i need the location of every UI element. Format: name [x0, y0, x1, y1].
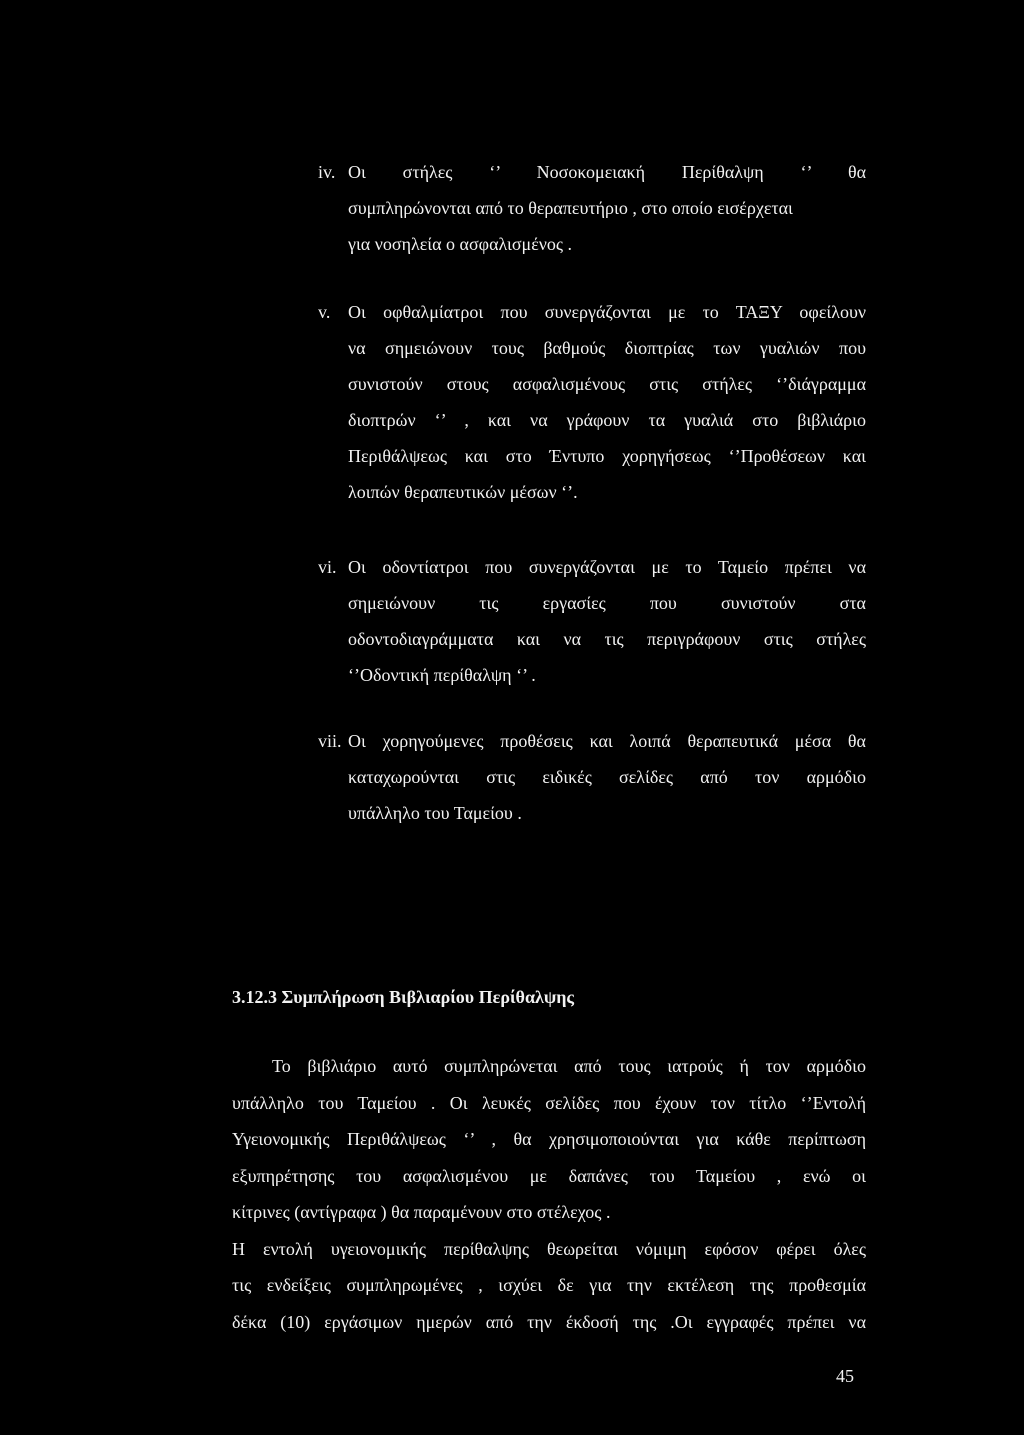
list-item-number: vii. [318, 731, 342, 751]
text-line: συμπληρώνονται από το θεραπευτήριο , στο οποίο εισέρχεται [348, 198, 793, 218]
section-heading: 3.12.3 Συμπλήρωση Βιβλιαρίου Περίθαλψης [232, 987, 575, 1007]
list-item-text [348, 723, 866, 831]
text-line: Περιθάλψεως και στο Έντυπο χορηγήσεως ‘’Προθέσεων και [348, 446, 866, 466]
text-line: να σημειώνουν τους βαθμούς διοπτρίας των γυαλιών που [348, 338, 866, 358]
text-line: ‘’Οδοντική περίθαλψη ‘’ . [348, 665, 536, 685]
list-item-text [348, 154, 866, 262]
text-line: υπάλληλο του Ταμείου . [348, 803, 522, 823]
text-line: συνιστούν στους ασφαλισμένους στις στήλες ‘’διάγραμμα [348, 374, 866, 394]
text-line: οδοντοδιαγράμματα και να τις περιγράφουν στις στήλες [348, 629, 866, 649]
paragraph-line: τις ενδείξεις συμπληρωμένες , ισχύει δε για την εκτέλεση της προθεσμία [232, 1275, 866, 1295]
list-item-text [348, 549, 866, 693]
text-line: σημειώνουν τις εργασίες που συνιστούν στα [348, 593, 866, 613]
text-line: διοπτρών ‘’ , και να γράφουν τα γυαλιά στο βιβλιάριο [348, 410, 866, 430]
paragraph-line: Υγειονομικής Περιθάλψεως ‘’ , θα χρησιμοποιούνται για κάθε περίπτωση [232, 1129, 866, 1149]
text-line: Οι οδοντίατροι που συνεργάζονται με το Ταμείο πρέπει να [348, 557, 866, 577]
list-item-number: vi. [318, 557, 337, 577]
paragraph-line: εξυπηρέτησης του ασφαλισμένου με δαπάνες του Ταμείου , ενώ οι [232, 1165, 866, 1186]
list-item-text [348, 294, 866, 510]
text-line: Οι στήλες ‘’ Νοσοκομειακή Περίθαλψη ‘’ θα [348, 162, 866, 182]
list-item-number: v. [318, 302, 331, 322]
text-line: Οι οφθαλμίατροι που συνεργάζονται με το ΤΑΞΥ οφείλουν [348, 302, 866, 322]
paragraph-line: Η εντολή υγειονομικής περίθαλψης θεωρείται νόμιμη εφόσον φέρει όλες [232, 1238, 866, 1259]
page-number: 45 [836, 1366, 854, 1386]
section-body [232, 1048, 866, 1340]
paragraph-line: δέκα (10) εργάσιμων ημερών από την έκδοσή της .Οι εγγραφές πρέπει να [232, 1311, 866, 1332]
list-item-number: iv. [318, 162, 336, 182]
text-line: λοιπών θεραπευτικών μέσων ‘’. [348, 482, 578, 502]
text-line: Οι χορηγούμενες προθέσεις και λοιπά θεραπευτικά μέσα θα [348, 731, 866, 751]
paragraph-line: Το βιβλιάριο αυτό συμπληρώνεται από τους ιατρούς ή τον αρμόδιο [272, 1056, 866, 1076]
paragraph-line: κίτρινες (αντίγραφα ) θα παραμένουν στο στέλεχος . [232, 1202, 611, 1222]
text-line: καταχωρούνται στις ειδικές σελίδες από τον αρμόδιο [348, 767, 866, 787]
text-line: για νοσηλεία ο ασφαλισμένος . [348, 234, 573, 254]
paragraph-line: υπάλληλο του Ταμείου . Οι λευκές σελίδες που έχουν τον τίτλο ‘’Εντολή [232, 1092, 866, 1113]
